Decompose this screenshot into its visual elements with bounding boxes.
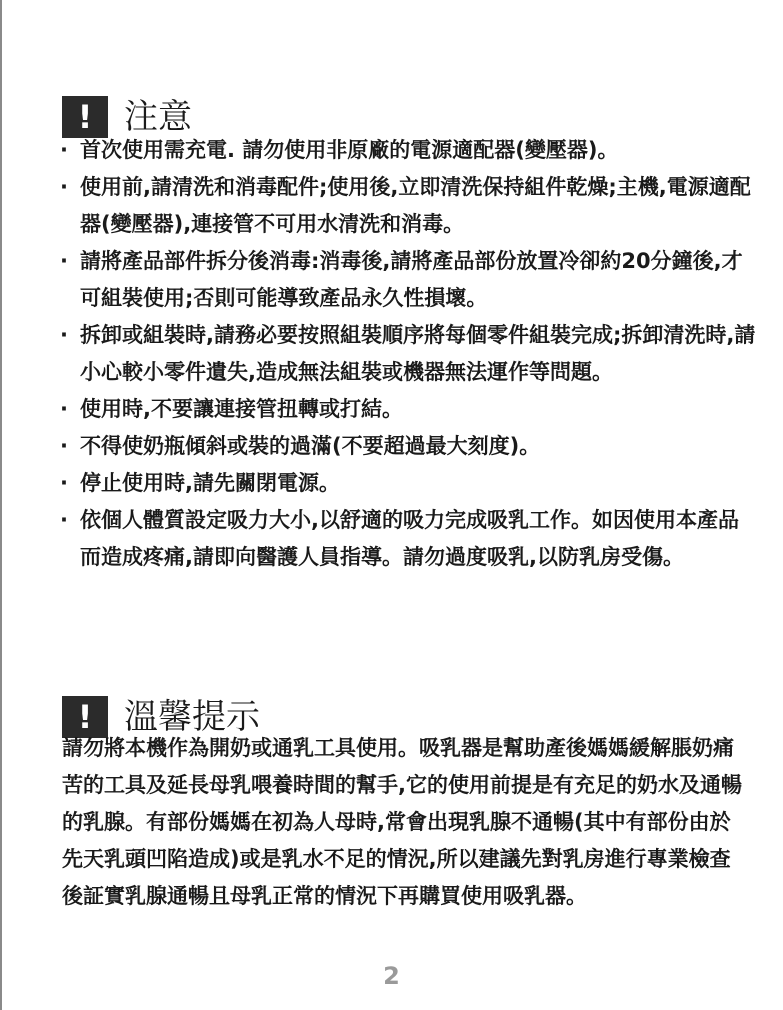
notice-item-text: 使用時,不要讓連接管扭轉或打結。 — [80, 397, 403, 421]
page-number: 2 — [383, 962, 400, 990]
bullet-dot: · — [60, 249, 68, 273]
notice-item — [58, 132, 758, 169]
bullet-dot: · — [60, 508, 68, 532]
bullet-dot: · — [60, 434, 68, 458]
exclamation-glyph: ! — [77, 98, 93, 137]
notice-item — [58, 391, 758, 428]
notice-item — [58, 169, 758, 243]
bullet-dot: · — [60, 175, 68, 199]
notice-item-text: 請將產品部件拆分後消毒:消毒後,請將產品部份放置冷卻約20分鐘後,才可組裝使用;否則可能導致產品永久性損壞。 — [80, 249, 743, 310]
notice-item-text: 拆卸或組裝時,請務必要按照組裝順序將每個零件組裝完成;拆卸清洗時,請小心較小零件遺失,造成無法組裝或機器無法運作等問題。 — [80, 323, 756, 384]
notice-item-text: 不得使奶瓶傾斜或裝的過滿(不要超過最大刻度)。 — [80, 434, 541, 458]
notice-item-text: 首次使用需充電. 請勿使用非原廠的電源適配器(變壓器)。 — [80, 138, 619, 162]
notice-item-text: 依個人體質設定吸力大小,以舒適的吸力完成吸乳工作。如因使用本產品而造成疼痛,請即向醫護人員指導。請勿過度吸乳,以防乳房受傷。 — [80, 508, 739, 569]
bullet-dot: · — [60, 397, 68, 421]
tips-paragraph: 請勿將本機作為開奶或通乳工具使用。吸乳器是幫助產後媽媽緩解脹奶痛苦的工具及延長母乳喂養時間的幫手,它的使用前提是有充足的奶水及通暢的乳腺。有部份媽媽在初為人母時,常會出現乳腺不通暢(其中有部份由於先天乳頭凹陷造成)或是乳水不足的情況,所以建議先對乳房進行專業檢查後証實乳腺通暢且母乳正常的情況下再購買使用吸乳器。 — [62, 736, 742, 908]
tips-title: 溫馨提示 — [124, 697, 260, 738]
notice-item — [58, 243, 758, 317]
bullet-dot: · — [60, 138, 68, 162]
notice-title: 注意 — [124, 97, 192, 138]
bullet-dot: · — [60, 471, 68, 495]
notice-item-text: 使用前,請清洗和消毒配件;使用後,立即清洗保持組件乾燥;主機,電源適配器(變壓器),連接管不可用水清洗和消毒。 — [80, 175, 751, 236]
bullet-dot: · — [60, 323, 68, 347]
notice-list — [58, 132, 758, 576]
notice-item — [58, 428, 758, 465]
notice-item — [58, 317, 758, 391]
notice-item — [58, 465, 758, 502]
notice-item-text: 停止使用時,請先關閉電源。 — [80, 471, 340, 495]
exclamation-glyph: ! — [77, 698, 93, 737]
page-edge-line — [0, 0, 2, 1010]
notice-item — [58, 502, 758, 576]
